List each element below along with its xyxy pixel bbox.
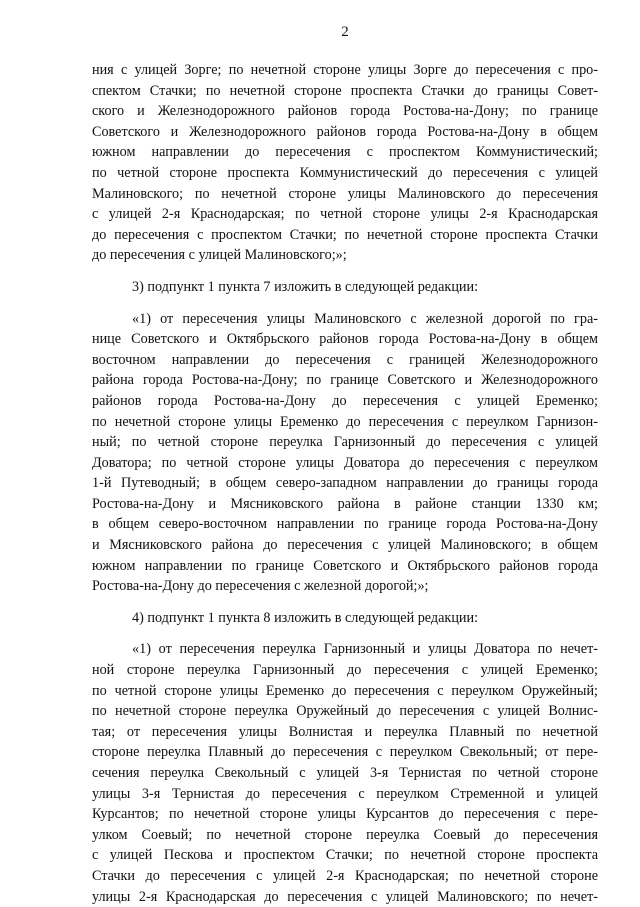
text-line: улицы 2-я Краснодарская до пересечения с улицей Малиновского; по нечет- (92, 888, 598, 905)
text-line: улком Соевый; по нечетной стороне переулка Соевый до пересечения (92, 826, 598, 843)
text-line: Ростова-на-Дону до пересечения с железной дорогой;»; (92, 578, 429, 595)
paragraph-gap (92, 597, 598, 608)
text-line: районов города Ростова-на-Дону до пересечения с улицей Еременко; (92, 392, 598, 409)
paragraph-continuation (92, 60, 598, 266)
text-line: «1) от пересечения переулка Гарнизонный и улицы Доватора по нечет- (132, 641, 598, 658)
text-line: и Мясниковского района до пересечения с улицей Малиновского; в общем (92, 537, 598, 554)
document-page (92, 22, 598, 907)
text-line: тая; от пересечения улицы Волнистая и переулка Плавный по нечетной (92, 723, 598, 740)
text-line: по четной стороне проспекта Коммунистический до пересечения с улицей (92, 164, 598, 181)
paragraph-item-3 (92, 277, 598, 298)
text-line: сечения переулка Свекольный с улицей 3-я Тернистая по четной стороне (92, 765, 598, 781)
text-line: ского и Железнодорожного районов города Ростова-на-Дону; по границе (92, 103, 598, 120)
paragraph-gap (92, 298, 598, 309)
text-line: улицы 3-я Тернистая до пересечения с переулком Стременной и улицей (92, 785, 598, 802)
text-line: восточном направлении до пересечения с границей Железнодорожного (92, 351, 598, 368)
text-line: Курсантов; по нечетной стороне улицы Курсантов до пересечения с пере- (92, 806, 598, 823)
paragraph-gap (92, 266, 598, 277)
text-line: Стачки до пересечения с улицей 2-я Краснодарская; по нечетной стороне (92, 867, 598, 884)
paragraph-gap (92, 628, 598, 639)
text-line: Ростова-на-Дону и Мясниковского района в районе станции 1330 км; (92, 495, 598, 512)
text-line: «1) от пересечения улицы Малиновского с железной дорогой по гра- (132, 310, 598, 327)
text-line: с улицей 2-я Краснодарская; по четной стороне улицы 2-я Краснодарская (92, 206, 598, 223)
text-line: ной стороне переулка Гарнизонный до пересечения с улицей Еременко; (92, 662, 598, 679)
text-line: Доватора; по четной стороне улицы Доватора до пересечения с переулком (92, 454, 598, 471)
text-line: 3) подпункт 1 пункта 7 изложить в следующей редакции: (132, 278, 479, 295)
text-line: с улицей Пескова и проспектом Стачки; по нечетной стороне проспекта (92, 847, 598, 864)
text-line: южном направлении до пересечения с проспектом Коммунистический; (92, 144, 598, 161)
text-line: до пересечения с улицей Малиновского;»; (92, 247, 347, 264)
text-line: по нечетной стороне улицы Еременко до пересечения с переулком Гарнизон- (92, 413, 598, 430)
text-line: Советского и Железнодорожного районов города Ростова-на-Дону в общем (92, 123, 598, 140)
paragraph-item-4 (92, 608, 598, 629)
text-line: Малиновского; по нечетной стороне улицы Малиновского до пересечения (92, 185, 598, 202)
text-line: района города Ростова-на-Дону; по границе Советского и Железнодорожного (92, 372, 598, 389)
text-line: в общем северо-восточном направлении по границе города Ростова-на-Дону (92, 516, 598, 533)
text-line: ния с улицей Зорге; по нечетной стороне улицы Зорге до пересечения с про- (92, 62, 598, 78)
text-line: по нечетной стороне переулка Оружейный до пересечения с улицей Волнис- (92, 703, 598, 720)
paragraph-item-3-body (92, 309, 598, 597)
text-line: ный; по четной стороне переулка Гарнизонный до пересечения с улицей (92, 434, 598, 451)
text-line: нице Советского и Октябрьского районов города Ростова-на-Дону в общем (92, 331, 598, 348)
text-line: 4) подпункт 1 пункта 8 изложить в следующей редакции: (132, 609, 479, 626)
paragraph-item-4-body (92, 639, 598, 907)
text-line: спектом Стачки; по нечетной стороне проспекта Стачки до границы Совет- (92, 82, 598, 99)
text-line: по четной стороне улицы Еременко до пересечения с переулком Оружейный; (92, 682, 598, 699)
text-line: 1-й Путеводный; в общем северо-западном направлении до границы города (92, 475, 598, 492)
text-line: до пересечения с проспектом Стачки; по нечетной стороне проспекта Стачки (92, 226, 598, 243)
text-line: стороне переулка Плавный до пересечения с переулком Свекольный; от пере- (92, 744, 598, 761)
page-number: 2 (341, 24, 349, 40)
text-line: южном направлении по границе Советского и Октябрьского районов города (92, 557, 598, 574)
